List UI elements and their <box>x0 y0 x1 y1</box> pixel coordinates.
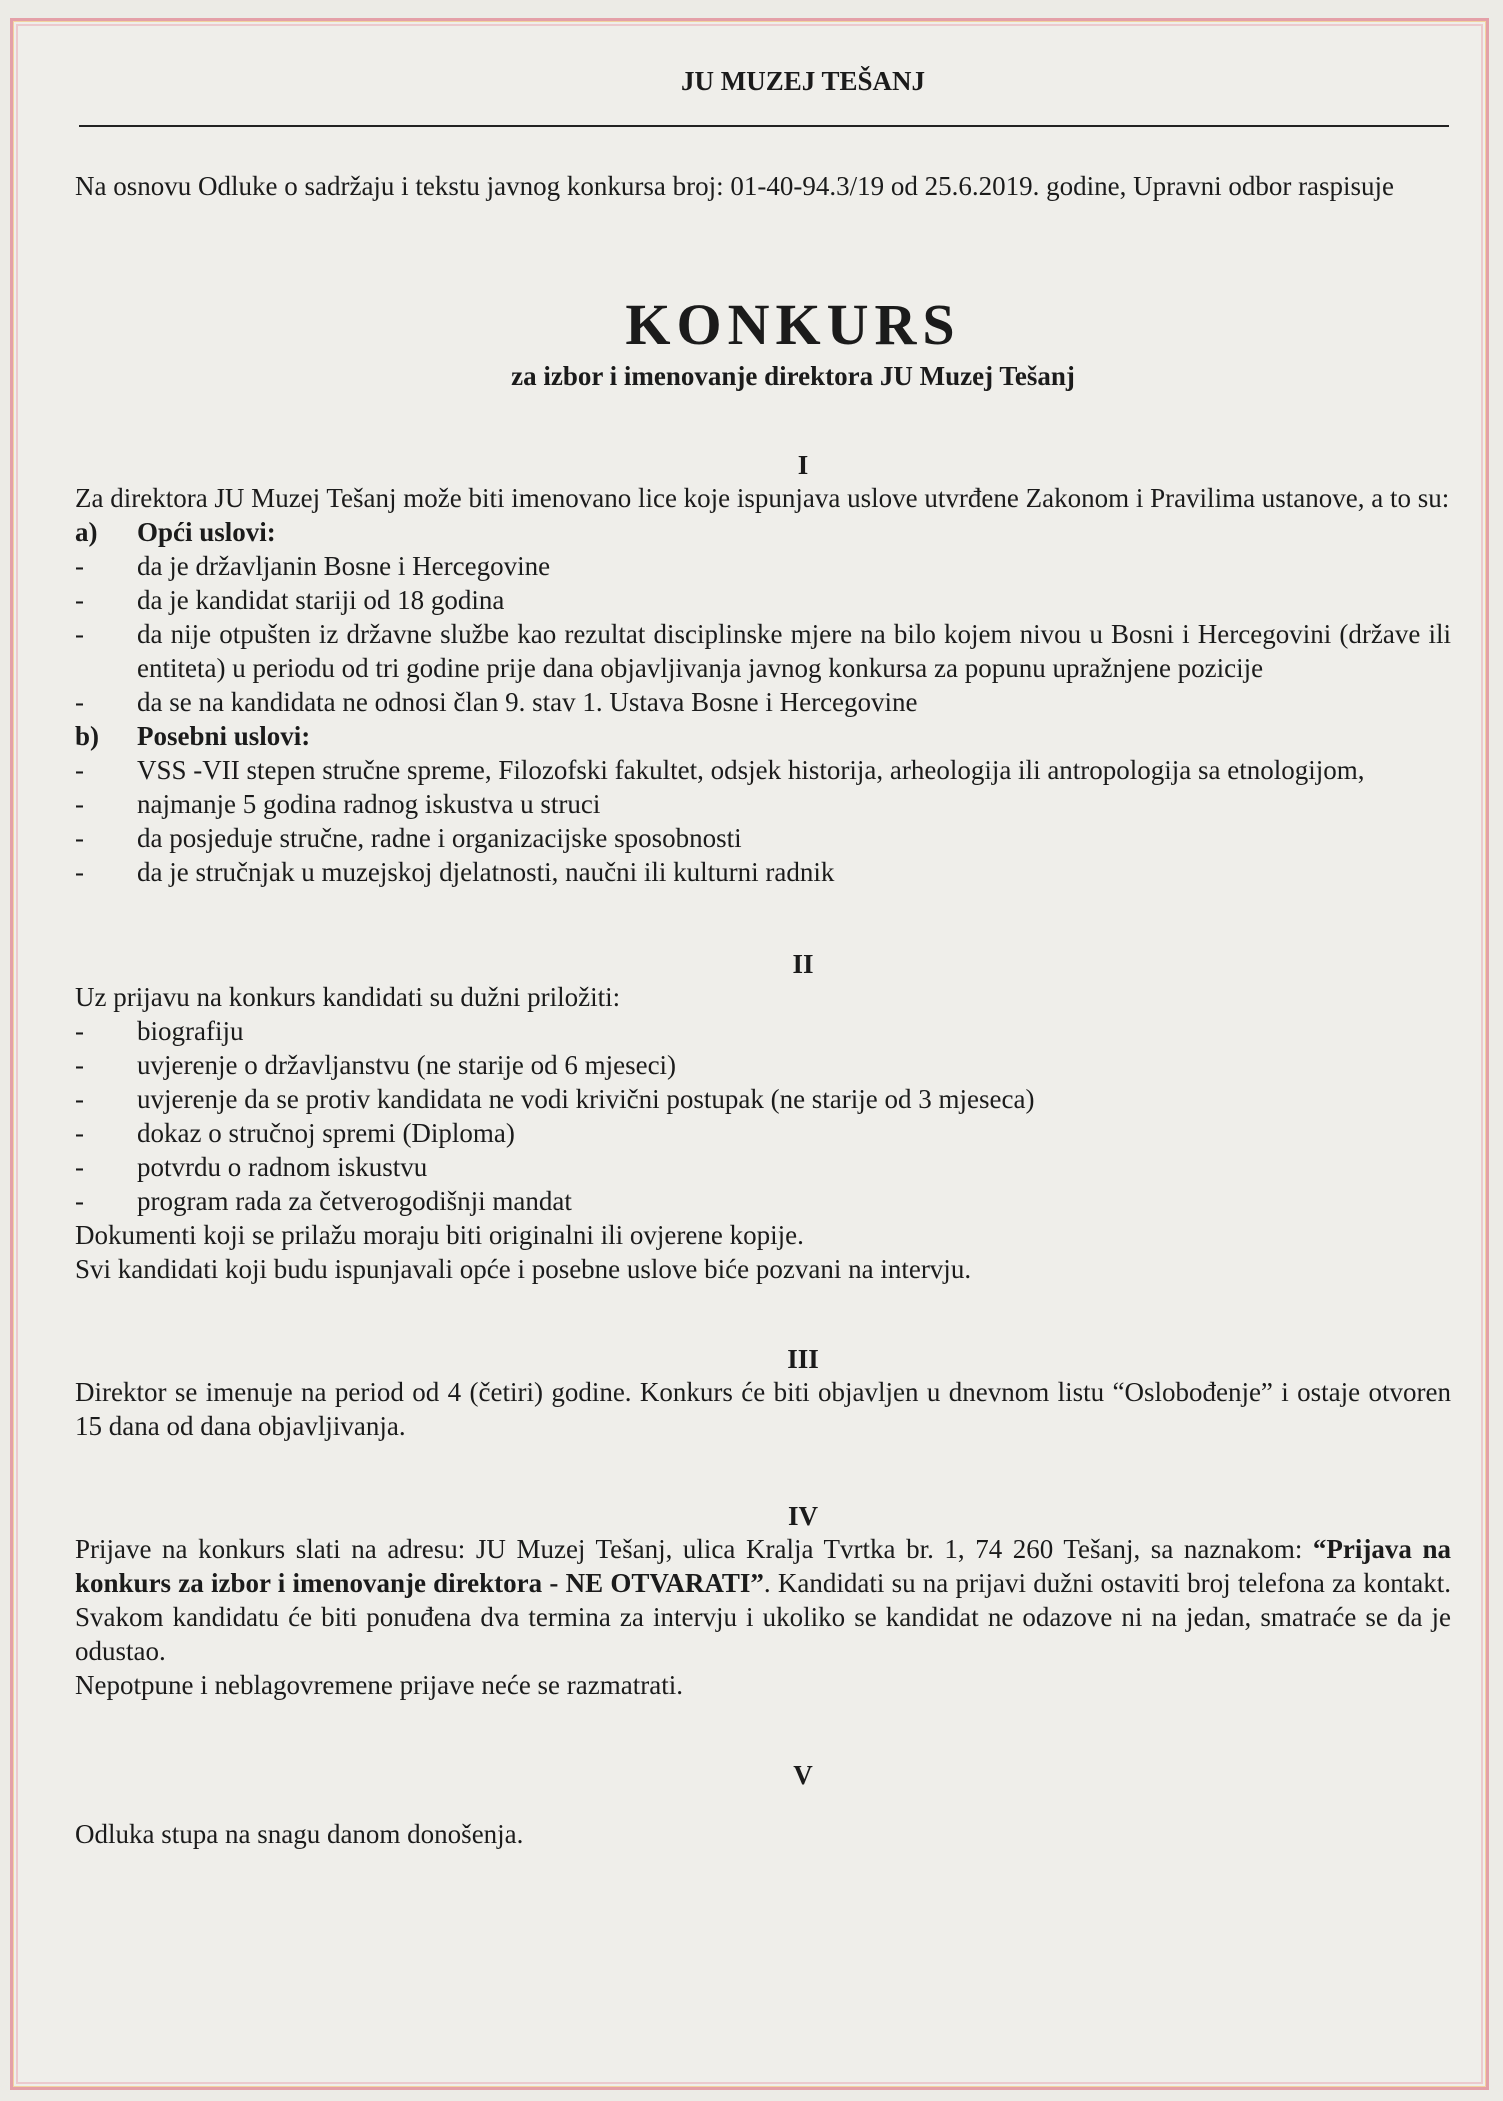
general-conditions-heading <box>75 515 1451 549</box>
list-dash: - <box>75 1118 84 1149</box>
list-item-text: da je stručnjak u muzejskoj djelatnosti, naučni ili kulturni radnik <box>137 857 835 888</box>
list-item-text: da nije otpušten iz državne službe kao rezultat disciplinske mjere na bilo kojem nivou u Bosni i Hercegovini (države ili entiteta) u periodu od tri godine prije dana objavljivanja javnog konkursa za popunu upražnjene pozicije <box>137 619 1451 684</box>
list-item-text: potvrdu o radnom iskustvu <box>137 1152 428 1183</box>
general-conditions-label: Opći uslovi: <box>137 517 276 548</box>
list-item-text: biografiju <box>137 1016 244 1047</box>
list-item-text: program rada za četverogodišnji mandat <box>137 1186 572 1217</box>
section-2-note-originals: Dokumenti koji se prilažu moraju biti originalni ili ovjerene kopije. <box>75 1220 804 1251</box>
section-3-number: III <box>787 1344 819 1375</box>
list-dash: - <box>75 551 84 582</box>
section-3-text: Direktor se imenuje na period od 4 (četiri) godine. Konkurs će biti objavljen u dnevnom listu “Oslobođenje” i ostaje otvoren 15 dana od dana objavljivanja. <box>75 1377 1451 1442</box>
list-dash: - <box>75 1016 84 1047</box>
list-dash: - <box>75 1050 84 1081</box>
section-1-lead: Za direktora JU Muzej Tešanj može biti imenovano lice koje ispunjava uslove utvrđene Zakonom i Pravilima ustanove, a to su: <box>75 483 1450 514</box>
organization-header: JU MUZEJ TEŠANJ <box>680 66 926 96</box>
section-4-envelope-label: “Prijava na konkurs za izbor i imenovanje direktora - NE OTVARATI” <box>75 1534 1451 1599</box>
section-5-text: Odluka stupa na snagu danom donošenja. <box>75 1819 524 1850</box>
list-item-text: najmanje 5 godina radnog iskustva u struci <box>137 789 601 820</box>
list-item <box>75 685 1451 719</box>
special-conditions-heading <box>75 719 1451 753</box>
list-item-text: dokaz o stručnoj spremi (Diploma) <box>137 1118 515 1149</box>
list-dash: - <box>75 823 84 854</box>
section-2-note-interview: Svi kandidati koji budu ispunjavali opće i posebne uslove biće pozvani na intervju. <box>75 1254 972 1285</box>
list-item <box>75 617 1451 685</box>
list-dash: - <box>75 1152 84 1183</box>
list-dash: - <box>75 687 84 718</box>
list-item-text: uvjerenje da se protiv kandidata ne vodi krivični postupak (ne starije od 3 mjeseca) <box>137 1084 1035 1115</box>
header-divider <box>79 125 1449 127</box>
section-4-text-before: Prijave na konkurs slati na adresu: JU Muzej Tešanj, ulica Kralja Tvrtka br. 1, 74 260 Tešanj, sa naznakom: <box>75 1534 1313 1565</box>
list-dash: - <box>75 585 84 616</box>
list-item <box>75 549 1451 583</box>
list-dash: - <box>75 755 84 786</box>
list-item <box>75 787 1451 821</box>
list-dash: - <box>75 1186 84 1217</box>
list-item-text: da posjeduje stručne, radne i organizacijske sposobnosti <box>137 823 742 854</box>
section-4-number: IV <box>787 1501 818 1532</box>
section-4-text <box>75 1532 1451 1668</box>
document-title: KONKURS <box>625 292 961 358</box>
list-marker: b) <box>75 721 100 752</box>
document-subtitle: za izbor i imenovanje direktora JU Muzej Tešanj <box>511 361 1075 392</box>
list-item <box>75 855 1451 889</box>
section-2-lead: Uz prijavu na konkurs kandidati su dužni priložiti: <box>75 982 621 1013</box>
list-item-text: da se na kandidata ne odnosi član 9. stav 1. Ustava Bosne i Hercegovine <box>137 687 918 718</box>
list-dash: - <box>75 619 84 650</box>
list-marker: a) <box>75 517 98 548</box>
list-dash: - <box>75 789 84 820</box>
section-1-number: I <box>797 450 809 481</box>
list-item-text: VSS -VII stepen stručne spreme, Filozofski fakultet, odsjek historija, arheologija ili antropologija sa etnologijom, <box>137 755 1365 786</box>
section-4-text-after: . Kandidati su na prijavi dužni ostaviti broj telefona za kontakt. Svakom kandidatu će biti ponuđena dva termina za intervju i ukoliko se kandidat ne odazove ni na jedan, smatraće se da je odustao. <box>75 1568 1451 1667</box>
list-item <box>75 1184 1451 1218</box>
list-item-text: da je državljanin Bosne i Hercegovine <box>137 551 551 582</box>
list-item <box>75 821 1451 855</box>
intro-paragraph: Na osnovu Odluke o sadržaju i tekstu javnog konkursa broj: 01-40-94.3/19 od 25.6.2019. godine, Upravni odbor raspisuje <box>75 171 1395 202</box>
list-item <box>75 1116 1451 1150</box>
list-item <box>75 1082 1451 1116</box>
section-2-number: II <box>792 949 814 980</box>
list-item <box>75 753 1451 787</box>
list-dash: - <box>75 857 84 888</box>
list-item <box>75 583 1451 617</box>
list-item <box>75 1014 1451 1048</box>
list-item <box>75 1150 1451 1184</box>
list-item-text: uvjerenje o državljanstvu (ne starije od 6 mjeseci) <box>137 1050 677 1081</box>
document-content <box>75 65 1451 1851</box>
section-4-note: Nepotpune i neblagovremene prijave neće se razmatrati. <box>75 1670 683 1701</box>
list-dash: - <box>75 1084 84 1115</box>
section-5-number: V <box>793 1760 813 1791</box>
special-conditions-label: Posebni uslovi: <box>137 721 311 752</box>
document-page <box>10 18 1489 2090</box>
list-item-text: da je kandidat stariji od 18 godina <box>137 585 505 616</box>
list-item <box>75 1048 1451 1082</box>
